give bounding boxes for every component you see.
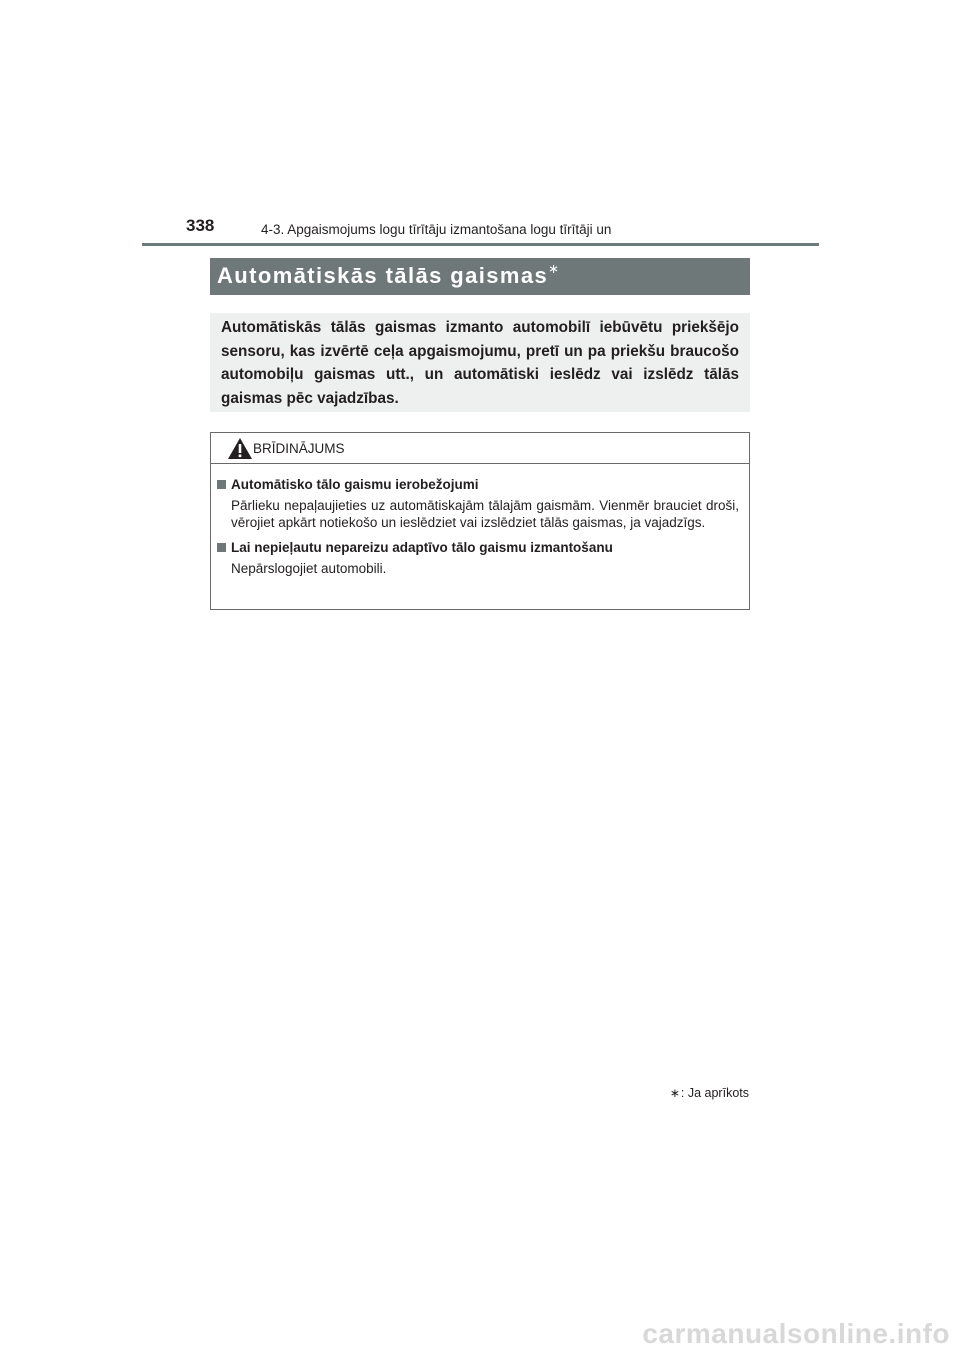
warning-header xyxy=(211,433,749,464)
section-title-bar xyxy=(210,258,750,295)
watermark-logo: carmanualsonline.info xyxy=(642,1318,950,1349)
footnote-text: : Ja aprīkots xyxy=(680,1086,749,1100)
header-divider xyxy=(142,243,819,246)
warning-item-heading-text: Automātisko tālo gaismu ierobežojumi xyxy=(231,477,479,492)
intro-text: Automātiskās tālās gaismas izmanto automobilī iebūvētu priekšējo sensoru, kas izvērtē ceļa apgaismojumu, pretī un pa priekšu braucošo automobiļu gaismas utt., un automātiski ieslēdz vai izslēdz tālās gaismas pēc vajadzības. xyxy=(221,319,739,407)
warning-body xyxy=(211,464,749,577)
warning-item-heading xyxy=(215,539,739,557)
warning-item-text: Nepārslogojiet automobili. xyxy=(231,561,387,576)
warning-box xyxy=(210,432,750,610)
footnote-asterisk-marker: ∗ xyxy=(669,1086,680,1100)
footnote xyxy=(670,1086,749,1100)
section-title xyxy=(217,263,559,289)
warning-item-heading-text: Lai nepieļautu nepareizu adaptīvo tālo gaismu izmantošanu xyxy=(231,540,613,555)
warning-triangle-icon xyxy=(227,437,253,460)
warning-item-text: Pārlieku nepaļaujieties uz automātiskajām tālajām gaismām. Vienmēr brauciet droši, vērojiet apkārt notiekošo un ieslēdziet vai izslēdziet tālās gaismas, ja vajadzīgs. xyxy=(231,498,739,530)
page-number: 338 xyxy=(186,216,215,235)
warning-label: BRĪDINĀJUMS xyxy=(253,441,345,456)
chapter-title: 4-3. Apgaismojums logu tīrītāju izmantošana logu tīrītāji un xyxy=(261,222,612,237)
warning-item-heading xyxy=(215,476,739,494)
square-bullet-icon xyxy=(217,480,226,489)
warning-item xyxy=(215,539,739,577)
square-bullet-icon xyxy=(217,543,226,552)
title-asterisk-marker: ∗ xyxy=(548,261,559,276)
warning-item xyxy=(215,476,739,531)
intro-box xyxy=(210,313,750,412)
section-title-text: Automātiskās tālās gaismas xyxy=(217,263,549,288)
